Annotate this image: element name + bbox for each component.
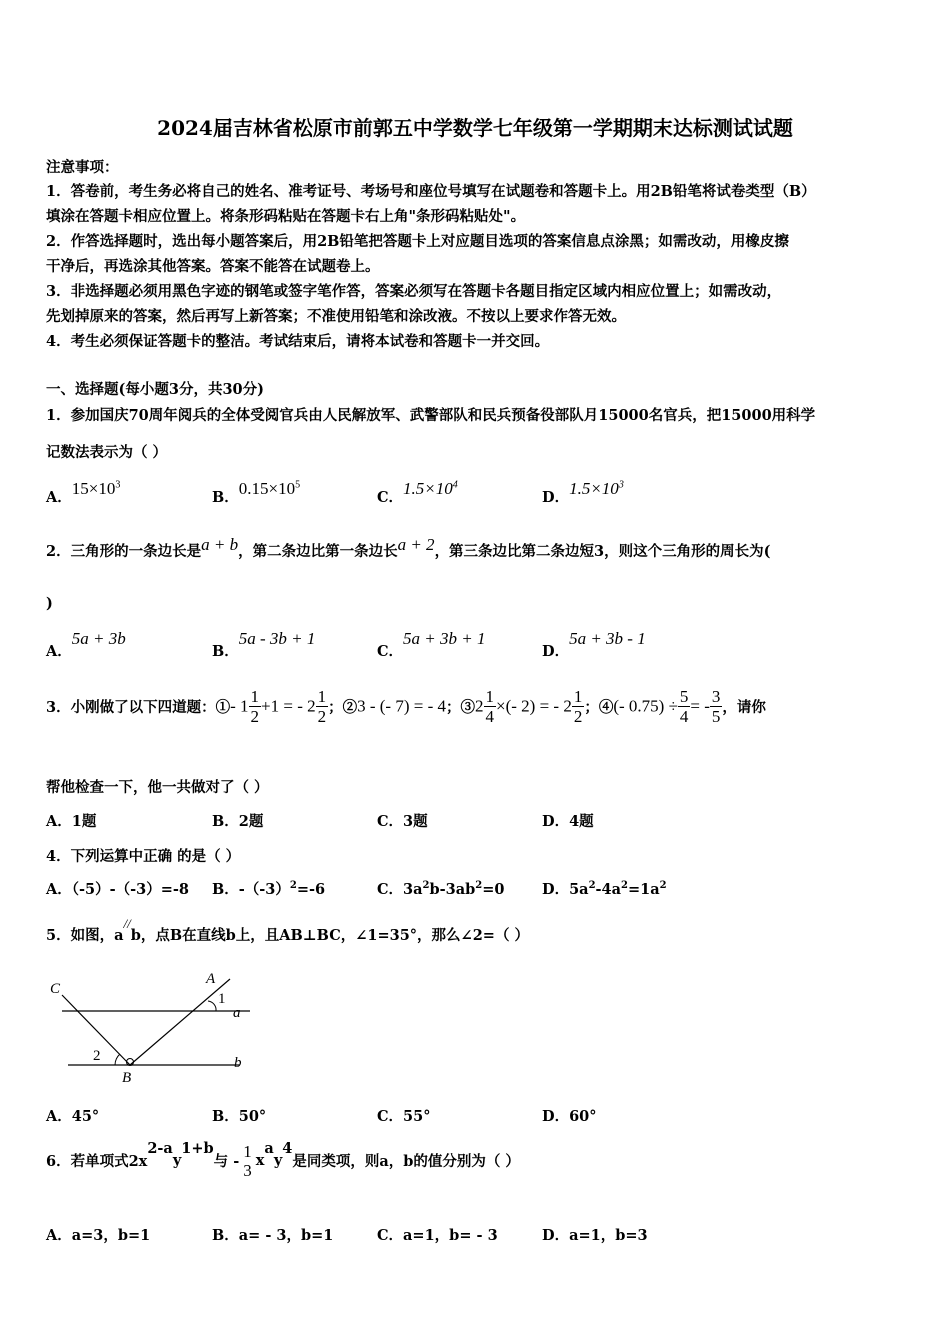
label-line-b: b: [234, 1055, 242, 1071]
question-1-stem: 1．参加国庆70周年阅兵的全体受阅官兵由人民解放军、武警部队和民兵预备役部队月15000名官兵，把15000用科学: [46, 407, 816, 424]
q5-option-d: D．60°: [542, 1108, 597, 1125]
notice-line: 先划掉原来的答案，然后再写上新答案；不准使用铅笔和涂改液。不按以上要求作答无效。: [46, 308, 626, 325]
label-angle-1: 1: [218, 991, 226, 1007]
segment-ba: [130, 979, 230, 1065]
q2-option-c: C．5a + 3b + 1: [377, 629, 486, 660]
option-expr: $1.5\times 10^3$: [569, 479, 624, 498]
angle-2-arc: [115, 1054, 120, 1065]
option-label: D．: [542, 489, 570, 506]
question-5-stem: 5．如图，a//b，点B在直线b上，且AB⊥BC，∠1=35°，那么∠2=（ ）: [46, 916, 529, 944]
q4-option-b: B．$-(-3)^2=-6$: [212, 880, 326, 898]
q1-option-d: [542, 478, 624, 506]
q6-option-d: D．a=1，b=3: [542, 1227, 648, 1244]
q6-option-b: B．a= - 3，b=1: [212, 1227, 334, 1244]
page-title: 2024届吉林省松原市前郭五中学数学七年级第一学期期末达标测试试题: [157, 116, 793, 140]
option-label: B．: [212, 489, 239, 506]
question-4-stem: 4．下列运算中正确 的是（ ）: [46, 848, 241, 865]
notice-line: 4．考生必须保证答题卡的整洁。考试结束后，请将本试卷和答题卡一并交回。: [46, 333, 550, 350]
option-expr: $0.15\times 10^5$: [238, 479, 301, 498]
q4-option-d: D．$5a^2-4a^2=1a^2$: [542, 880, 667, 898]
q3-option-b: B．2题: [212, 813, 264, 830]
question-1-stem-cont: 记数法表示为（ ）: [46, 444, 168, 461]
q1-option-c: [377, 478, 458, 506]
section-heading: 一、选择题(每小题3分，共30分): [46, 381, 264, 398]
q6-option-a: A．a=3，b=1: [46, 1227, 151, 1244]
label-angle-2: 2: [93, 1048, 101, 1064]
question-3-stem: 3．小刚做了以下四道题：①- 1 $\frac{1}{2}$ +1 = - 2 $\frac{1}{2}$ ；②3 - (- 7) = - 4；③2 $\frac{1}{4}$ ×(- 2) = - 2 $\frac{1}{2}$ ；④(- 0.75) ÷ $\frac{5}{4}$ = - $\frac{3}{5}$ ，请你: [46, 687, 766, 726]
q6-option-c: C．a=1，b= - 3: [377, 1227, 498, 1244]
q5-option-a: A．45°: [46, 1108, 100, 1125]
label-a-point: A: [206, 971, 216, 987]
question-6-stem: 6．若单项式$2x^{2-a}y^{1+b}$与 - 1 3 $x^ay^4$是同类项，则a，b的值分别为（ ）: [46, 1140, 520, 1180]
q3-option-d: D．4题: [542, 813, 594, 830]
notice-line: 填涂在答题卡相应位置上。将条形码粘贴在答题卡右上角"条形码粘贴处"。: [46, 208, 526, 225]
notice-line: 1．答卷前，考生务必将自己的姓名、准考证号、考场号和座位号填写在试题卷和答题卡上。用2B铅笔将试卷类型（B）: [46, 183, 816, 200]
q4-option-a: A．（-5）-（-3）=-8: [46, 881, 189, 898]
q2-option-b: B．5a - 3b + 1: [212, 629, 316, 660]
option-label: A．: [46, 489, 72, 506]
q2-option-d: D．5a + 3b - 1: [542, 629, 646, 660]
q3-option-c: C．3题: [377, 813, 428, 830]
option-label: C．: [377, 489, 404, 506]
option-expr: $15\times 10^3$: [71, 479, 121, 498]
option-expr: $1.5\times 10^4$: [403, 479, 458, 498]
angle-1-arc: [208, 1001, 216, 1011]
notice-heading: 注意事项：: [46, 159, 119, 176]
label-b-point: B: [122, 1070, 132, 1086]
question-2-stem-close: ): [46, 595, 53, 612]
question-3-stem-cont: 帮他检查一下，他一共做对了（ ）: [46, 779, 269, 796]
q5-option-b: B．50°: [212, 1108, 267, 1125]
geometry-figure: [40, 965, 260, 1090]
q1-option-b: [212, 478, 301, 506]
q3-option-a: A．1题: [46, 813, 97, 830]
q4-option-c: C．$3a^2b-3ab^2=0$: [377, 880, 505, 898]
q2-option-a: A．5a + 3b: [46, 629, 126, 660]
notice-line: 2．作答选择题时，选出每小题答案后，用2B铅笔把答题卡上对应题目选项的答案信息点涂黑；如需改动，用橡皮擦: [46, 233, 789, 250]
notice-line: 3．非选择题必须用黑色字迹的钢笔或签字笔作答，答案必须写在答题卡各题目指定区域内相应位置上；如需改动，: [46, 283, 782, 300]
q5-option-c: C．55°: [377, 1108, 431, 1125]
notice-line: 干净后，再选涂其他答案。答案不能答在试题卷上。: [46, 258, 380, 275]
question-2-stem: 2．三角形的一条边长是a + b，第二条边比第一条边长a + 2，第三条边比第二条边短3，则这个三角形的周长为(: [46, 535, 771, 560]
label-c: C: [50, 981, 61, 997]
label-line-a: a: [233, 1005, 241, 1021]
q1-option-a: [46, 478, 121, 506]
